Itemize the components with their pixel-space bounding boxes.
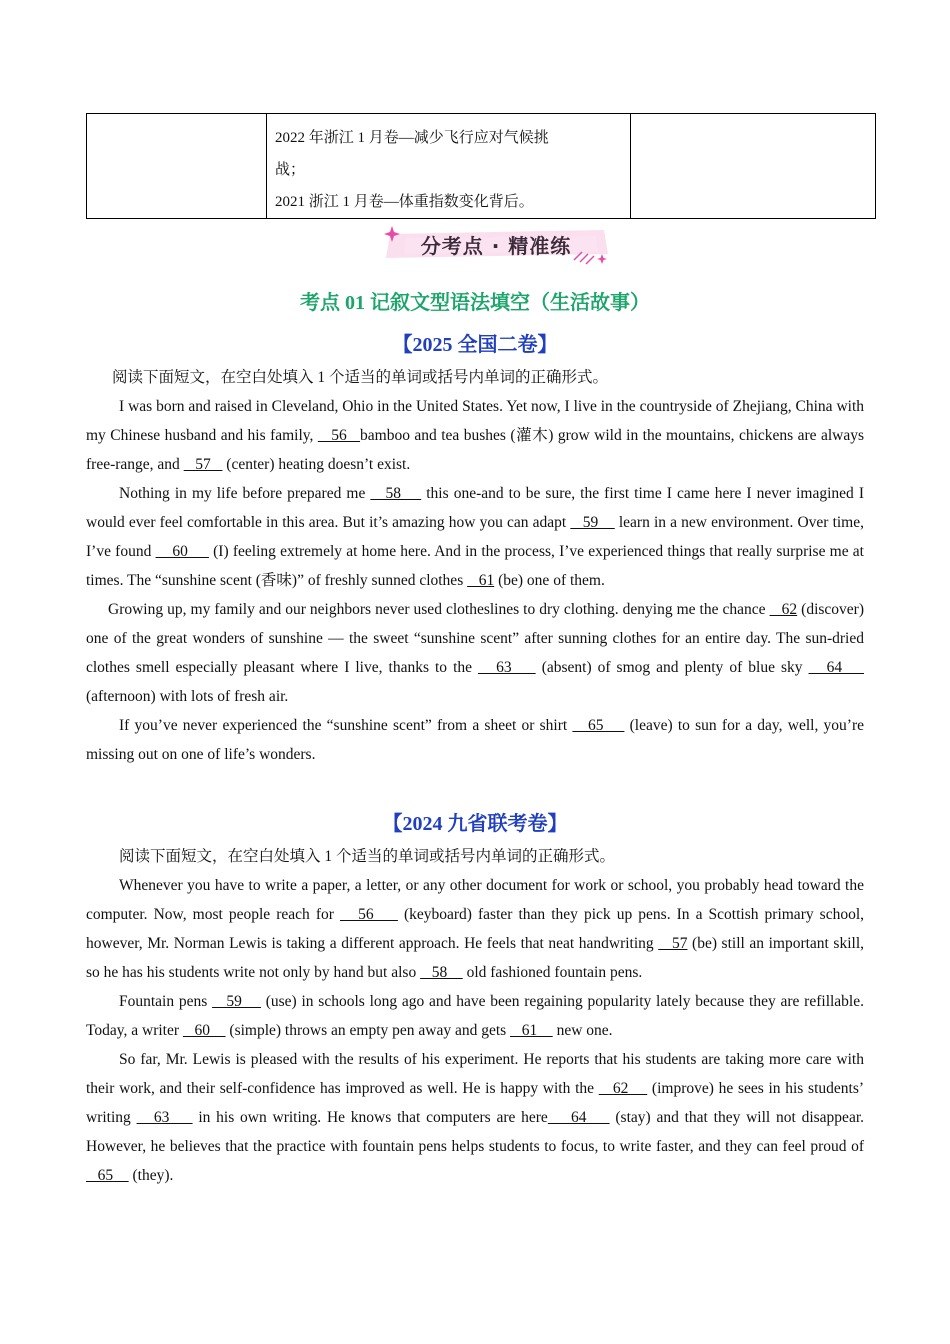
blank-61[interactable]: 61 xyxy=(510,1022,553,1039)
blank-59[interactable]: 59 xyxy=(570,514,615,531)
blank-60[interactable]: 60 xyxy=(182,1022,226,1039)
instruction: 阅读下面短文，在空白处填入 1 个适当的单词或括号内单词的正确形式。 xyxy=(112,369,609,386)
table-line: 战； xyxy=(275,162,306,178)
blank-64[interactable]: 64 xyxy=(547,1109,610,1126)
paragraph: Growing up, my family and our neighbors never used clotheslines to dry clothing. denying me the chance 62 (discover) one of the great wonders of sunshine — the sweet “sunshine scent” after sunning clothes for an entire day. The sun-dried clothes smell especially pleasant where I live, thanks to the 63 (absent) of smog and plenty of blue sky 64 (afternoon) with lots of fresh air. xyxy=(86,601,865,705)
blank-59[interactable]: 59 xyxy=(212,993,261,1010)
blank-57[interactable]: 57 xyxy=(658,935,688,952)
section-banner xyxy=(376,224,616,266)
blank-58[interactable]: 58 xyxy=(420,964,463,981)
blank-61[interactable]: 61 xyxy=(467,572,495,589)
paragraph: If you’ve never experienced the “sunshine scent” from a sheet or shirt 65 (leave) to sun for a day, well, you’re missing out on one of life’s wonders. xyxy=(86,717,864,763)
paragraph: I was born and raised in Cleveland, Ohio in the United States. Yet now, I live in the countryside of Zhejiang, China with my Chinese husband and his family, 56 bamboo and tea bushes (灌木) grow wild in the mountains, chickens are always free-range, and 57 (center) heating doesn’t exist. xyxy=(86,398,865,473)
paragraph: Whenever you have to write a paper, a letter, or any other document for work or school, you probably head toward the computer. Now, most people reach for 56 (keyboard) faster than they pick up pens. In a Scottish primary school, however, Mr. Norman Lewis is taking a different approach. He feels that neat handwriting 57 (be) still an important skill, so he has his students write not only by hand but also 58 old fashioned fountain pens. xyxy=(86,877,865,981)
table-cell-empty-left xyxy=(87,114,267,219)
paragraph: Fountain pens 59 (use) in schools long ago and have been regaining popularity lately because they are refillable. Today, a writer 60 (simple) throws an empty pen away and gets 61 new one. xyxy=(86,993,864,1039)
table-cell-empty-right xyxy=(631,114,876,219)
blank-56[interactable]: 56 xyxy=(317,427,361,444)
paragraph: So far, Mr. Lewis is pleased with the results of his experiment. He reports that his students are taking more care with their work, and their self-confidence has improved as well. He is happy with the 62 (improve) he sees in his students’ writing 63 in his own writing. He knows that computers are here 64 (stay) and that they will not disappear. However, he believes that the practice with fountain pens helps students to focus, to write faster, and they can feel proud of 65 (they). xyxy=(86,1051,865,1184)
banner-title: 分考点 · 精准练 xyxy=(420,234,572,258)
table-line: 2021 浙江 1 月卷—体重指数变化背后。 xyxy=(275,194,534,210)
blank-62[interactable]: 62 xyxy=(769,601,798,618)
blank-65[interactable]: 65 xyxy=(86,1167,129,1184)
instruction: 阅读下面短文，在空白处填入 1 个适当的单词或括号内单词的正确形式。 xyxy=(119,848,616,865)
table-cell-sources xyxy=(267,114,631,219)
exam-title-2024: 【2024 九省联考卷】 xyxy=(382,813,568,835)
passage-2024 xyxy=(86,842,864,1190)
passage-2025 xyxy=(86,363,864,769)
section-title: 考点 01 记叙文型语法填空（生活故事） xyxy=(300,292,650,314)
blank-62[interactable]: 62 xyxy=(598,1080,648,1097)
table-line: 2022 年浙江 1 月卷—减少飞行应对气候挑 xyxy=(275,130,549,146)
blank-64[interactable]: 64 xyxy=(808,659,865,676)
blank-56[interactable]: 56 xyxy=(340,906,398,923)
blank-63[interactable]: 63 xyxy=(136,1109,193,1126)
reference-table xyxy=(86,113,876,219)
blank-65[interactable]: 65 xyxy=(572,717,625,734)
blank-57[interactable]: 57 xyxy=(183,456,223,473)
blank-58[interactable]: 58 xyxy=(370,485,422,502)
exam-title-2025: 【2025 全国二卷】 xyxy=(392,334,558,356)
blank-63[interactable]: 63 xyxy=(478,659,536,676)
paragraph: Nothing in my life before prepared me 58 this one-and to be sure, the first time I came here I never imagined I would ever feel comfortable in this area. But it’s amazing how you can adapt 59 learn in a new environment. Over time, I’ve found 60 (I) feeling extremely at home here. And in the process, I’ve experienced things that really surprise me at times. The “sunshine scent (香味)” of freshly sunned clothes 61 (be) one of them. xyxy=(86,485,864,589)
blank-60[interactable]: 60 xyxy=(155,543,209,560)
